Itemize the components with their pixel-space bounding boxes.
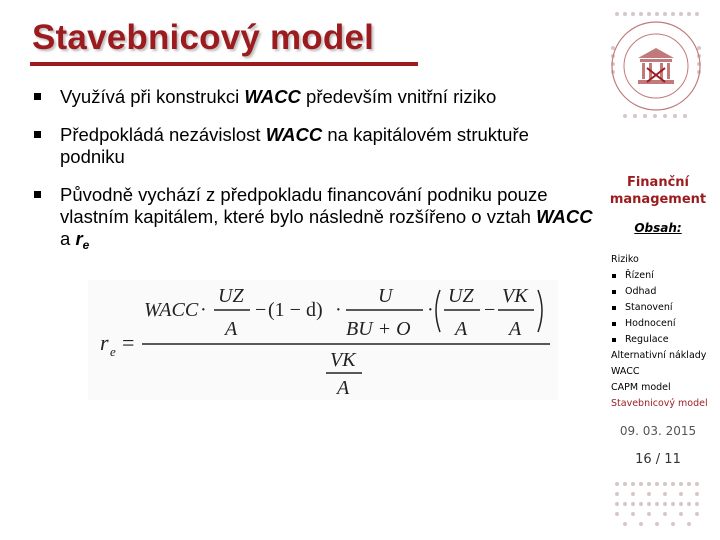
svg-text:VK: VK bbox=[330, 349, 356, 371]
slide-date: 09. 03. 2015 bbox=[619, 424, 697, 438]
svg-text:·: · bbox=[200, 299, 207, 321]
sidebar-item-capm-model[interactable]: CAPM model bbox=[611, 382, 671, 393]
svg-text:UZ: UZ bbox=[218, 285, 244, 307]
title-underline bbox=[30, 62, 418, 66]
formula-image bbox=[88, 280, 558, 400]
contents-label: Obsah: bbox=[634, 221, 682, 235]
svg-text:−: − bbox=[255, 299, 267, 321]
sidebar-item-rizeni[interactable]: Řízení bbox=[611, 268, 719, 284]
svg-text:A: A bbox=[337, 377, 350, 399]
sidebar-heading: Finanční management bbox=[609, 175, 707, 207]
university-seal-icon bbox=[605, 8, 705, 123]
svg-text:·: · bbox=[427, 299, 434, 321]
bullet-square-icon bbox=[34, 191, 41, 198]
svg-text:A: A bbox=[225, 318, 238, 340]
svg-text:A: A bbox=[509, 318, 522, 340]
sidebar-item-alternativni-naklady[interactable]: Alternativní náklady bbox=[611, 350, 707, 361]
svg-text:−: − bbox=[484, 299, 496, 321]
formula-svg bbox=[88, 280, 558, 400]
page-number: 16 / 11 bbox=[635, 452, 681, 467]
bullet-item: Využívá při konstrukci WACC především vnitřní riziko bbox=[34, 86, 594, 108]
slide-title: Stavebnicový model bbox=[32, 18, 375, 57]
svg-text:e: e bbox=[110, 344, 116, 359]
svg-text:(1 − d): (1 − d) bbox=[268, 299, 323, 321]
svg-text:r: r bbox=[100, 330, 109, 355]
bullet-square-icon bbox=[34, 131, 41, 138]
svg-text:U: U bbox=[378, 285, 393, 307]
svg-text:WACC: WACC bbox=[144, 299, 199, 321]
sidebar-item-stavebnicovy-model[interactable]: Stavebnicový model bbox=[611, 398, 708, 409]
svg-text:BU + O: BU + O bbox=[346, 318, 411, 340]
sidebar-item-odhad[interactable]: Odhad bbox=[611, 284, 719, 300]
svg-text:VK: VK bbox=[502, 285, 528, 307]
decorative-dots bbox=[609, 478, 709, 528]
sidebar-menu bbox=[611, 252, 719, 412]
svg-text:=: = bbox=[122, 330, 135, 355]
svg-text:A: A bbox=[455, 318, 468, 340]
bullet-item: Předpokládá nezávislost WACC na kapitálovém struktuře podniku bbox=[34, 124, 594, 168]
sidebar-item-hodnoceni[interactable]: Hodnocení bbox=[611, 316, 719, 332]
sidebar-item-stanoveni[interactable]: Stanovení bbox=[611, 300, 719, 316]
bullet-square-icon bbox=[34, 93, 41, 100]
svg-text:UZ: UZ bbox=[448, 285, 474, 307]
bullet-list bbox=[34, 86, 594, 272]
svg-text:·: · bbox=[335, 299, 342, 321]
bullet-item: Původně vychází z předpokladu financování podniku pouze vlastním kapitálem, které bylo následně rozšířeno o vztah WACC a $r_e$ bbox=[34, 184, 594, 256]
sidebar-item-riziko[interactable]: Riziko bbox=[611, 254, 639, 265]
sidebar-item-regulace[interactable]: Regulace bbox=[611, 332, 719, 348]
sidebar-item-wacc[interactable]: WACC bbox=[611, 366, 640, 377]
